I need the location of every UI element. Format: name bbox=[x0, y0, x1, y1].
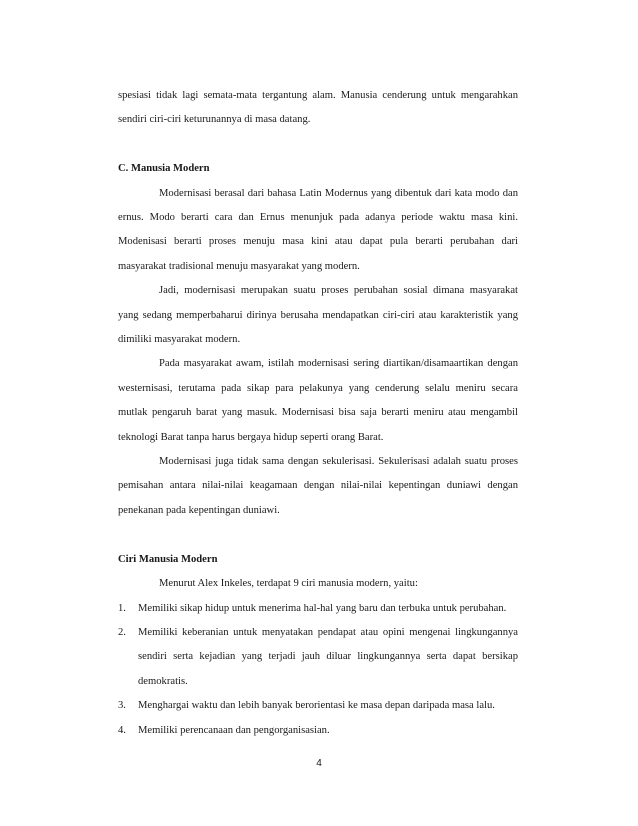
paragraph-sekulerisasi: Modernisasi juga tidak sama dengan sekulerisasi. Sekulerisasi adalah suatu proses pemisahan antara nilai-nilai keagamaan dengan nilai-nilai kepentingan duniawi dengan penekanan pada kepentingan duniawi. bbox=[118, 456, 518, 516]
page-content bbox=[118, 84, 518, 743]
page-number: 4 bbox=[316, 758, 322, 769]
list-item-text: Memiliki sikap hidup untuk menerima hal-hal yang baru dan terbuka untuk perubahan. bbox=[138, 602, 507, 614]
list-item-text: Memiliki keberanian untuk menyatakan pendapat atau opini mengenai lingkungannya sendiri serta kejadian yang terjadi jauh diluar lingkungannya serta dapat bersikap demokratis. bbox=[138, 626, 518, 687]
section-gap bbox=[118, 133, 518, 157]
section-heading-manusia-modern: C. Manusia Modern bbox=[118, 163, 210, 175]
ciri-list bbox=[118, 597, 518, 743]
list-item-text: Menghargai waktu dan lebih banyak berorientasi ke masa depan daripada masa lalu. bbox=[138, 700, 495, 712]
list-item bbox=[118, 719, 518, 743]
list-intro-paragraph: Menurut Alex Inkeles, terdapat 9 ciri manusia modern, yaitu: bbox=[159, 578, 418, 590]
list-item bbox=[118, 597, 518, 621]
list-item bbox=[118, 694, 518, 718]
list-item-number: 4. bbox=[118, 724, 126, 736]
continuation-paragraph: spesiasi tidak lagi semata-mata tergantung alam. Manusia cenderung untuk mengarahkan sendiri ciri-ciri keturunannya di masa datang. bbox=[118, 90, 518, 126]
section-heading-ciri-manusia-modern: Ciri Manusia Modern bbox=[118, 553, 218, 565]
section-gap bbox=[118, 523, 518, 547]
list-item bbox=[118, 621, 518, 694]
list-item-text: Memiliki perencanaan dan pengorganisasian. bbox=[138, 724, 330, 736]
list-item-number: 1. bbox=[118, 602, 126, 614]
list-item-number: 2. bbox=[118, 626, 126, 638]
list-item-number: 3. bbox=[118, 700, 126, 712]
paragraph-westernisasi: Pada masyarakat awam, istilah modernisasi sering diartikan/disamaartikan dengan westernisasi, terutama pada sikap para pelakunya yang cenderung selalu meniru secara mutlak pengaruh barat yang masuk. Modernisasi bisa saja berarti meniru atau mengambil teknologi Barat tanpa harus bergaya hidup seperti orang Barat. bbox=[118, 358, 518, 443]
paragraph-modernisasi-process: Jadi, modernisasi merupakan suatu proses perubahan sosial dimana masyarakat yang sedang memperbaharui dirinya berusaha mendapatkan ciri-ciri atau karakteristik yang dimiliki masyarakat modern. bbox=[118, 285, 518, 346]
paragraph-modernisasi-definition: Modernisasi berasal dari bahasa Latin Modernus yang dibentuk dari kata modo dan ernus. Modo berarti cara dan Ernus menunjuk pada adanya periode waktu masa kini. Modenisasi berarti proses menuju masa kini atau dapat pula berarti perubahan dari masyarakat tradisional menuju masyarakat yang modern. bbox=[118, 187, 518, 272]
